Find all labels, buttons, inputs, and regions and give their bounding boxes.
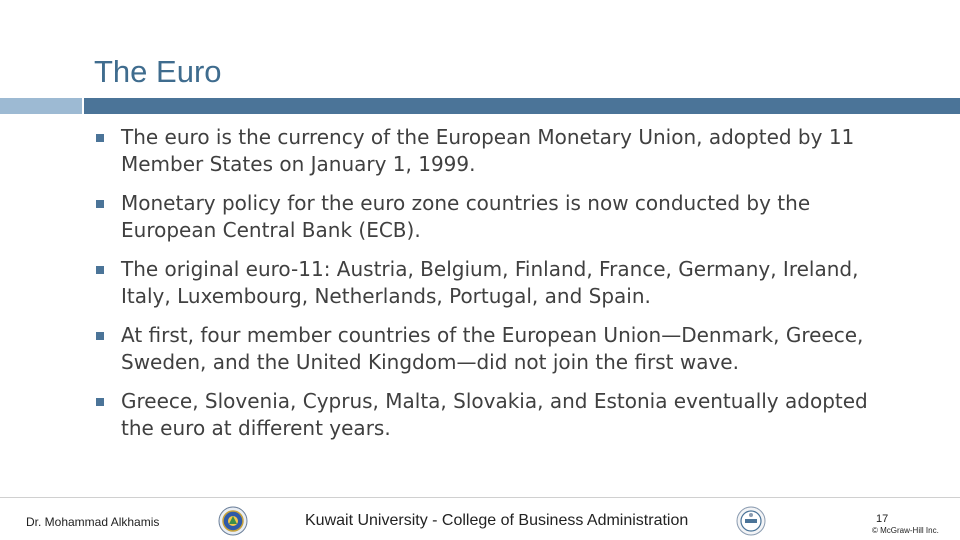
square-bullet-icon — [96, 134, 104, 142]
footer-divider — [0, 497, 960, 498]
square-bullet-icon — [96, 332, 104, 340]
bullet-item — [96, 322, 896, 376]
bullet-list — [96, 124, 896, 454]
bullet-item — [96, 190, 896, 244]
footer-copyright: © McGraw-Hill Inc. — [872, 526, 939, 535]
title-rule-left — [0, 98, 82, 114]
square-bullet-icon — [96, 200, 104, 208]
bullet-text: Greece, Slovenia, Cyprus, Malta, Slovakia, and Estonia eventually adopted the euro at different years. — [121, 389, 868, 440]
aacsb-seal-icon — [736, 506, 766, 536]
square-bullet-icon — [96, 398, 104, 406]
slide-title: The Euro — [94, 54, 222, 89]
bullet-item — [96, 124, 896, 178]
footer-institution: Kuwait University - College of Business Administration — [305, 512, 689, 529]
bullet-text: The euro is the currency of the European Monetary Union, adopted by 11 Member States on January 1, 1999. — [121, 125, 855, 176]
bullet-text: Monetary policy for the euro zone countries is now conducted by the European Central Bank (ECB). — [121, 191, 811, 242]
bullet-item — [96, 388, 896, 442]
square-bullet-icon — [96, 266, 104, 274]
footer-author: Dr. Mohammad Alkhamis — [26, 515, 160, 529]
title-rule-right — [84, 98, 960, 114]
bullet-text: The original euro-11: Austria, Belgium, Finland, France, Germany, Ireland, Italy, Luxembourg, Netherlands, Portugal, and Spain. — [121, 257, 859, 308]
university-seal-icon — [218, 506, 248, 536]
bullet-text: At first, four member countries of the European Union—Denmark, Greece, Sweden, and the United Kingdom—did not join the first wave. — [121, 323, 864, 374]
page-number: 17 — [876, 513, 889, 525]
bullet-item — [96, 256, 896, 310]
